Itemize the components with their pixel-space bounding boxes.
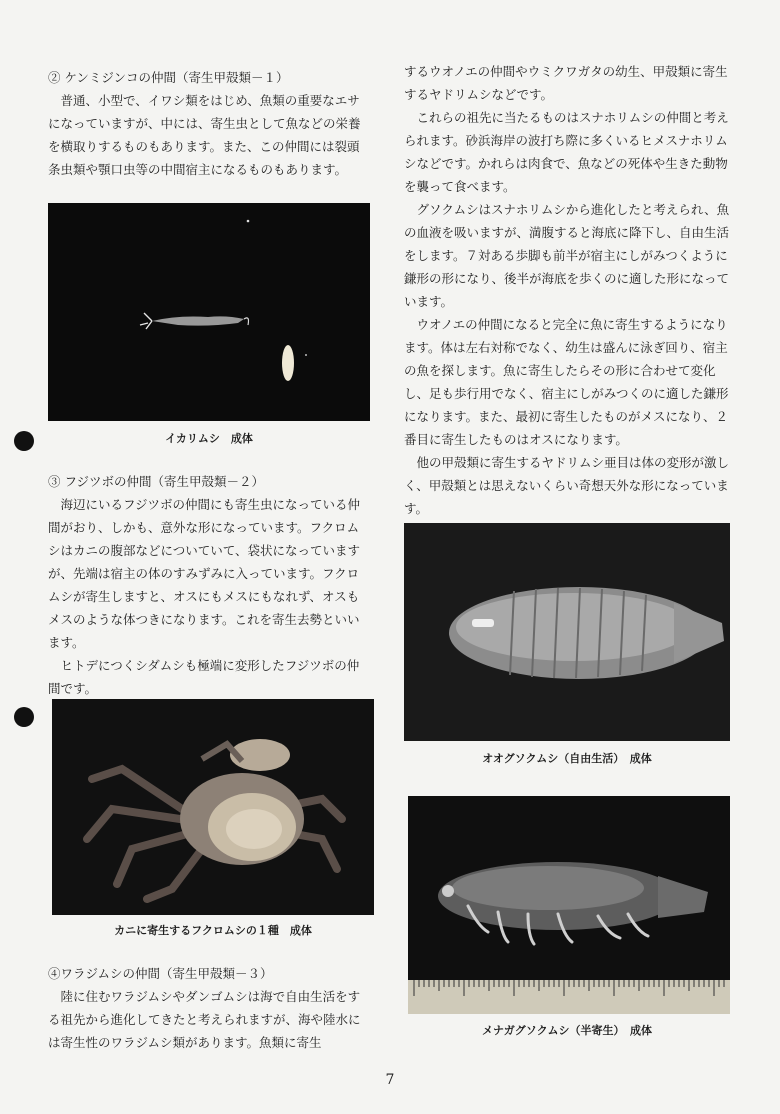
right-paragraph-4: 他の甲殻類に寄生するヤドリムシ亜目は体の変形が激しく、甲殻類とは思えないくらい奇想天外な形になっています。 xyxy=(404,455,730,516)
section-2-paragraph: 普通、小型で、イワシ類をはじめ、魚類の重要なエサになっていますが、中には、寄生虫として魚などの栄養を横取りするものもあります。また、この仲間には裂頭条虫類や顎口虫等の中間宿主になるものもあります。 xyxy=(48,93,361,177)
section-2 xyxy=(48,66,370,181)
right-paragraph-2: グソクムシはスナホリムシから進化したと考えられ、魚の血液を吸いますが、満腹すると海底に降下し、自由生活をします。７対ある歩脚も前半が宿主にしがみつくように鎌形の形になり、後半が海底を歩くのに適した形になっています。 xyxy=(404,202,730,309)
binder-hole-top xyxy=(14,431,34,451)
photo-crab-fukuromushi xyxy=(52,699,374,915)
right-paragraph-1: これらの祖先に当たるものはスナホリムシの仲間と考えられます。砂浜海岸の波打ち際に多くいるヒメスナホリムシなどです。かれらは肉食で、魚などの死体や生きた動物を襲って食べます。 xyxy=(404,110,729,194)
scale-ruler xyxy=(408,980,730,1014)
photo-3-caption: オオグソクムシ（自由生活） 成体 xyxy=(482,752,652,765)
binder-hole-bottom xyxy=(14,707,34,727)
photo-2-caption: カニに寄生するフクロムシの１種 成体 xyxy=(114,924,312,937)
right-paragraph-3: ウオノエの仲間になると完全に魚に寄生するようになります。体は左右対称でなく、幼生は盛んに泳ぎ回り、宿主の魚を探します。魚に寄生したらその形に合わせて変化し、足も歩行用でなく、宿主にしがみつくのに適した鎌形になります。また、最初に寄生したものがメスになり、２番目に寄生したものはオスになります。 xyxy=(404,317,729,447)
page-number: 7 xyxy=(385,1072,395,1088)
right-paragraph-0: するウオノエの仲間やウミクワガタの幼生、甲殻類に寄生するヤドリムシなどです。 xyxy=(404,64,728,102)
section-3 xyxy=(48,470,370,700)
section-2-heading: ② ケンミジンコの仲間（寄生甲殻類－１） xyxy=(48,70,289,85)
photo-1-caption: イカリムシ 成体 xyxy=(165,432,253,445)
right-column-text xyxy=(404,60,730,520)
section-3-heading: ③ フジツボの仲間（寄生甲殻類－２） xyxy=(48,474,264,489)
section-4-heading: ④ワラジムシの仲間（寄生甲殻類－３） xyxy=(48,966,273,981)
section-3-paragraph-2: ヒトデにつくシダムシも極端に変形したフジツボの仲間です。 xyxy=(48,658,360,696)
photo-ikarimushi xyxy=(48,203,370,421)
photo-ooguso-kumushi xyxy=(404,523,730,741)
photo-4-caption: メナガグソクムシ（半寄生） 成体 xyxy=(482,1024,652,1037)
section-3-paragraph-1: 海辺にいるフジツボの仲間にも寄生虫になっている仲間がおり、しかも、意外な形になっています。フクロムシはカニの腹部などについていて、袋状になっていますが、先端は宿主の体のすみずみに入っています。フクロムシが寄生しますと、オスにもメスにもなれず、オスもメスのような体つきになります。これを寄生去勢といいます。 xyxy=(48,497,361,650)
section-4 xyxy=(48,962,370,1054)
section-4-paragraph: 陸に住むワラジムシやダンゴムシは海で自由生活をする祖先から進化してきたと考えられますが、海や陸水には寄生性のワラジムシ類があります。魚類に寄生 xyxy=(48,989,361,1050)
